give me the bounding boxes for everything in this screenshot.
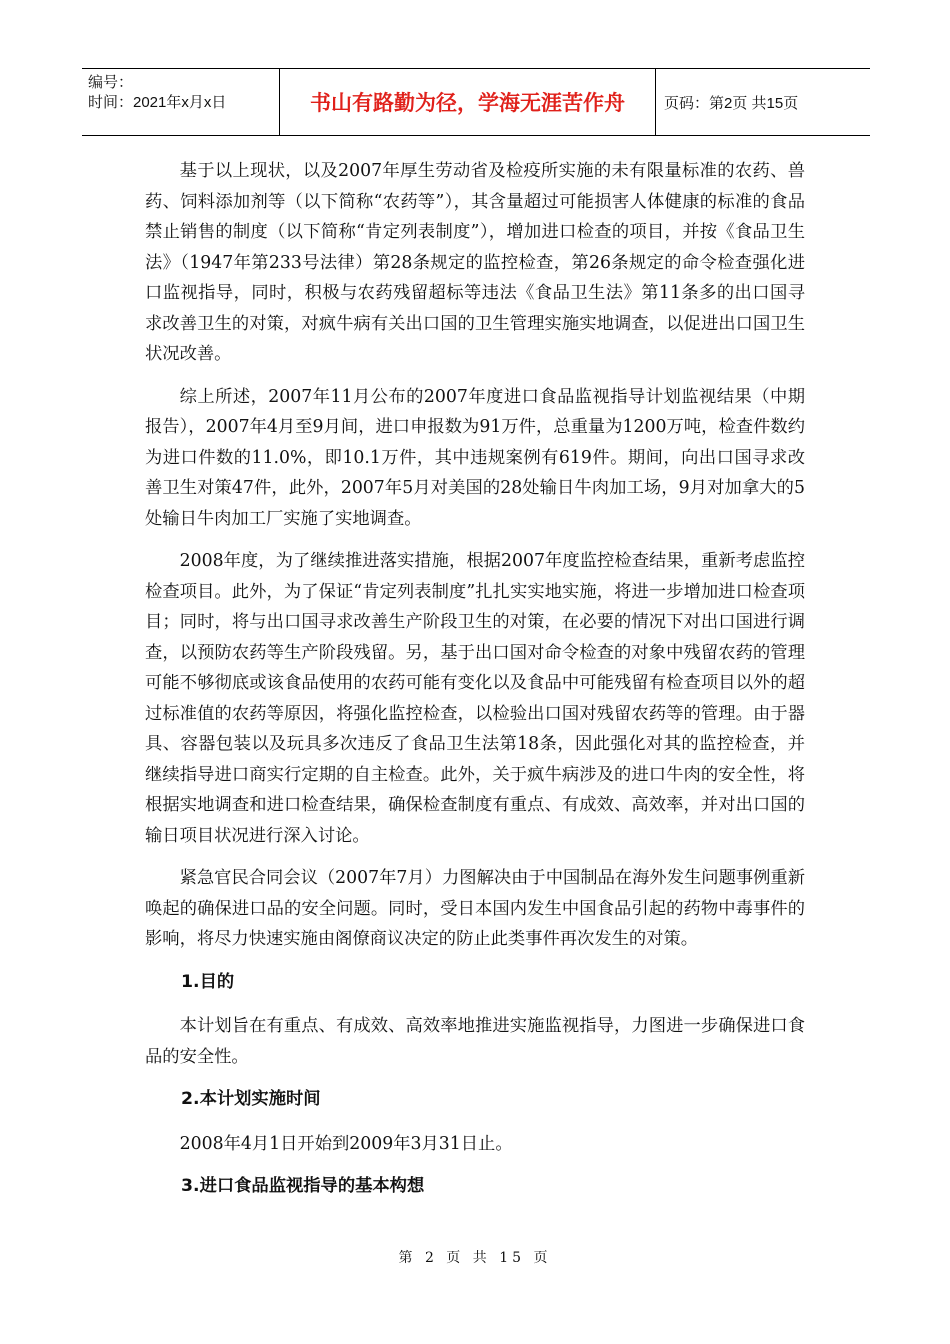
section-purpose-text: 本计划旨在有重点、有成效、高效率地推进实施监视指导，力图进一步确保进口食品的安全性。 bbox=[145, 1016, 805, 1067]
body-paragraph: 综上所述，2007年11月公布的2007年度进口食品监视指导计划监视结果（中期报告），2007年4月至9月间，进口申报数为91万件，总重量为1200万吨，检查件数约为进口件数的11.0%，即10.1万件，其中违规案例有619件。期间，向出口国寻求改善卫生对策47件，此外，2007年5月对美国的28处输日牛肉加工场，9月对加拿大的5处输日牛肉加工厂实施了实地调查。 bbox=[145, 386, 805, 529]
document-number-label: 编号： bbox=[88, 74, 134, 91]
header-motto: 书山有路勤为径，学海无涯苦作舟 bbox=[280, 69, 656, 135]
section-heading-purpose: 1.目的 bbox=[181, 971, 235, 992]
page-footer: 第 2 页 共 15 页 bbox=[398, 1250, 552, 1266]
body-paragraph: 2008年度，为了继续推进落实措施，根据2007年度监控检查结果，重新考虑监控检查项目。此外，为了保证“肯定列表制度”扎扎实实地实施，将进一步增加进口检查项目；同时，将与出口国寻求改善生产阶段卫生的对策，在必要的情况下对出口国进行调查，以预防农药等生产阶段残留。另，基于出口国对命令检查的对象中残留农药的管理可能不够彻底或该食品使用的农药可能有变化以及食品中可能残留有检查项目以外的超过标准值的农药等原因，将强化监控检查，以检验出口国对残留农药等的管理。由于器具、容器包装以及玩具多次违反了食品卫生法第18条，因此强化对其的监控检查，并继续指导进口商实行定期的自主检查。此外，关于疯牛病涉及的进口牛肉的安全性，将根据实地调查和进口检查结果，确保检查制度有重点、有成效、高效率，并对出口国的输日项目状况进行深入讨论。 bbox=[145, 551, 805, 846]
page-header bbox=[82, 68, 870, 136]
body-paragraph: 基于以上现状，以及2007年厚生劳动省及检疫所实施的未有限量标准的农药、兽药、饲料添加剂等（以下简称“农药等”），其含量超过可能损害人体健康的标准的食品禁止销售的制度（以下简称“肯定列表制度”），增加进口检查的项目，并按《食品卫生法》（1947年第233号法律）第28条规定的监控检查，第26条规定的命令检查强化进口监视指导，同时，积极与农药残留超标等违法《食品卫生法》第11条多的出口国寻求改善卫生的对策，对疯牛病有关出口国的卫生管理实施实地调查，以促进出口国卫生状况改善。 bbox=[145, 161, 805, 364]
section-heading-basic-concept: 3.进口食品监视指导的基本构想 bbox=[181, 1176, 425, 1196]
document-body bbox=[145, 156, 805, 1216]
body-paragraph: 紧急官民合同会议（2007年7月）力图解决由于中国制品在海外发生问题事例重新唤起的确保进口品的安全问题。同时，受日本国内发生中国食品引起的药物中毒事件的影响，将尽力快速实施由阁僚商议决定的防止此类事件再次发生的对策。 bbox=[145, 868, 805, 949]
section-period-text: 2008年4月1日开始到2009年3月31日止。 bbox=[179, 1133, 513, 1154]
section-heading-period: 2.本计划实施时间 bbox=[181, 1089, 321, 1109]
document-date-label: 时间：2021年x月x日 bbox=[88, 94, 227, 111]
header-meta bbox=[82, 69, 280, 135]
header-page-info: 页码：第2页 共15页 bbox=[664, 94, 799, 112]
